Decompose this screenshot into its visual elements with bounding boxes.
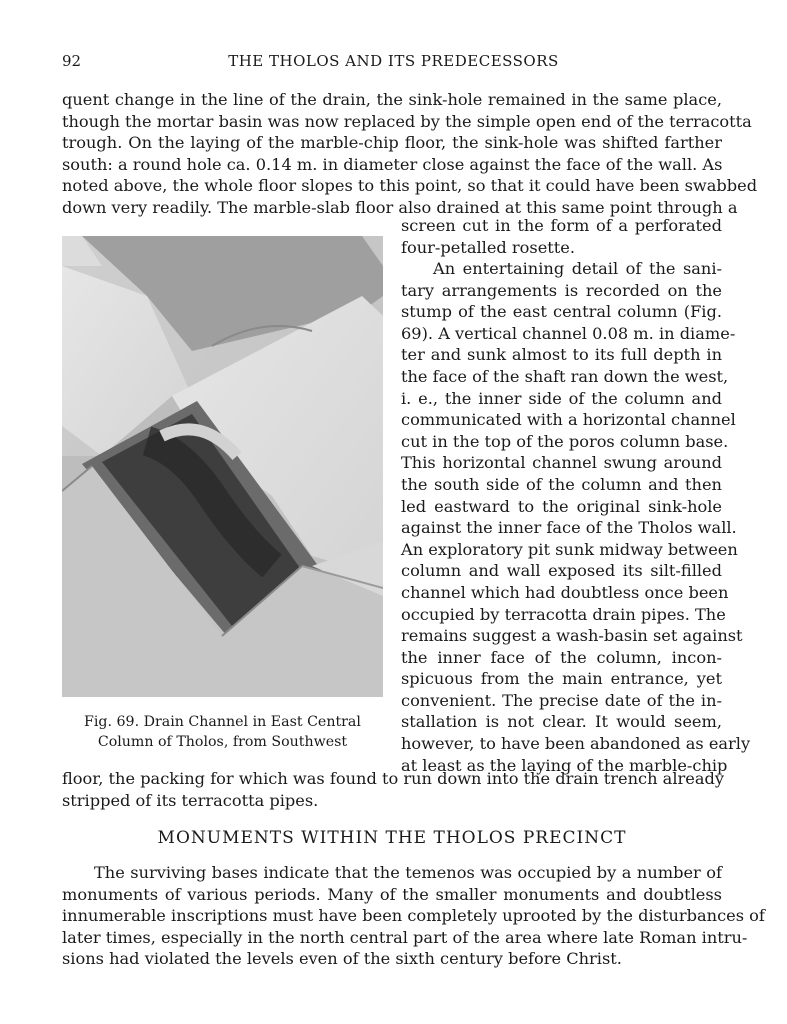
- text-line: south: a round hole ca. 0.14 m. in diameter close against the face of the wall. As: [62, 154, 723, 174]
- text-line: sions had violated the levels even of the sixth century before Christ.: [62, 949, 622, 969]
- text-line: the face of the shaft ran down the west,: [401, 366, 729, 386]
- page-number: 92: [62, 52, 82, 70]
- text-line: the south side of the column and then: [401, 474, 722, 494]
- body-paragraph-2: [401, 258, 751, 776]
- text-line: occupied by terracotta drain pipes. The: [401, 604, 726, 624]
- text-line: later times, especially in the north central part of the area where late Roman intru-: [62, 927, 748, 947]
- text-line: down very readily. The marble-slab floor also drained at this same point through a: [62, 197, 738, 217]
- text-line: The surviving bases indicate that the temenos was occupied by a number of: [94, 863, 722, 882]
- text-line: remains suggest a wash-basin set against: [401, 626, 743, 646]
- caption-line: Fig. 69. Drain Channel in East Central: [84, 714, 361, 730]
- text-line: however, to have been abandoned as early: [401, 734, 751, 754]
- figure-69-photo: [62, 236, 383, 697]
- page-header: [62, 52, 725, 74]
- text-line: monuments of various periods. Many of the smaller monuments and doubtless: [62, 884, 722, 904]
- text-line: tary arrangements is recorded on the: [401, 280, 722, 300]
- text-line: An entertaining detail of the sani-: [433, 259, 722, 278]
- text-line: floor, the packing for which was found to run down into the drain trench already: [62, 769, 724, 788]
- section-paragraph: [62, 862, 765, 970]
- text-line: An exploratory pit sunk midway between: [401, 539, 738, 559]
- text-line: convenient. The precise date of the in-: [401, 690, 722, 710]
- drain-channel-photograph: [62, 236, 383, 697]
- text-line: spicuous from the main entrance, yet: [401, 669, 722, 689]
- text-line: noted above, the whole floor slopes to this point, so that it could have been swabbed: [62, 176, 758, 196]
- text-line: innumerable inscriptions must have been completely uprooted by the disturbances of: [62, 906, 765, 926]
- text-line: channel which had doubtless once been: [401, 582, 729, 602]
- text-line: led eastward to the original sink-hole: [401, 496, 722, 516]
- text-line: stallation is not clear. It would seem,: [401, 712, 722, 732]
- body-paragraph-2-continued: [62, 768, 722, 811]
- text-line: though the mortar basin was now replaced by the simple open end of the terracotta: [62, 111, 752, 131]
- text-line: against the inner face of the Tholos wall.: [401, 518, 737, 538]
- text-line: ter and sunk almost to its full depth in: [401, 345, 722, 365]
- text-line: cut in the top of the poros column base.: [401, 431, 729, 451]
- text-line: quent change in the line of the drain, the sink-hole remained in the same place,: [62, 90, 722, 109]
- text-line: trough. On the laying of the marble-chip floor, the sink-hole was shifted farther: [62, 133, 722, 153]
- caption-line: Column of Tholos, from Southwest: [97, 734, 348, 750]
- text-line: This horizontal channel swung around: [401, 453, 722, 473]
- text-line: screen cut in the form of a perforated: [401, 216, 722, 235]
- text-line: i. e., the inner side of the column and: [401, 388, 722, 408]
- text-line: stripped of its terracotta pipes.: [62, 790, 319, 810]
- body-paragraph-1: [62, 89, 758, 219]
- body-paragraph-1-continued: [401, 215, 722, 258]
- text-line: stump of the east central column (Fig.: [401, 302, 722, 322]
- text-line: communicated with a horizontal channel: [401, 410, 736, 430]
- text-line: column and wall exposed its silt-filled: [401, 561, 722, 581]
- text-line: 69). A vertical channel 0.08 m. in diame-: [401, 323, 736, 343]
- text-line: four-petalled rosette.: [401, 237, 576, 257]
- figure-caption: [62, 712, 383, 752]
- section-heading: MONUMENTS WITHIN THE THOLOS PRECINCT: [157, 828, 627, 848]
- text-line: at least as the laying of the marble-chip: [401, 755, 728, 775]
- running-head: THE THOLOS AND ITS PREDECESSORS: [228, 52, 559, 70]
- text-line: the inner face of the column, incon-: [401, 647, 722, 667]
